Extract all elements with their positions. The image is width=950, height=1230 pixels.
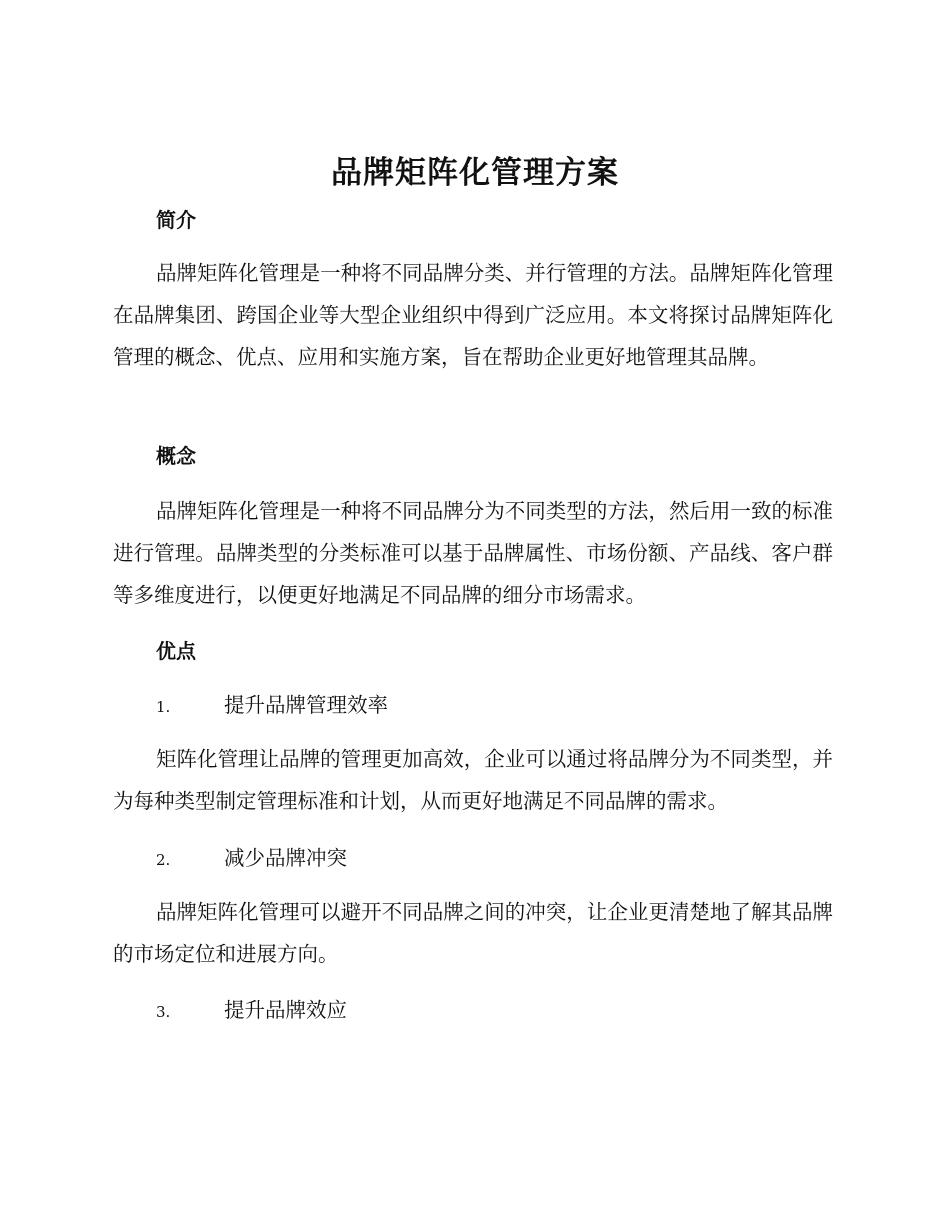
advantage-paragraph-2: 品牌矩阵化管理可以避开不同品牌之间的冲突，让企业更清楚地了解其品牌的市场定位和进展方向。: [113, 900, 833, 966]
concept-paragraph: 品牌矩阵化管理是一种将不同品牌分为不同类型的方法，然后用一致的标准进行管理。品牌类型的分类标准可以基于品牌属性、市场份额、产品线、客户群等多维度进行，以便更好地满足不同品牌的细分市场需求。: [113, 499, 833, 607]
item-title: 减少品牌冲突: [224, 846, 347, 870]
section-heading-advantages: 优点: [156, 639, 196, 663]
item-title: 提升品牌效应: [224, 998, 347, 1022]
advantage-paragraph-1: 矩阵化管理让品牌的管理更加高效，企业可以通过将品牌分为不同类型，并为每种类型制定管理标准和计划，从而更好地满足不同品牌的需求。: [113, 747, 833, 813]
advantage-item-3: [156, 995, 347, 1027]
item-number: 2.: [156, 851, 171, 869]
section-heading-concept: 概念: [156, 444, 196, 468]
intro-paragraph: 品牌矩阵化管理是一种将不同品牌分类、并行管理的方法。品牌矩阵化管理在品牌集团、跨国企业等大型企业组织中得到广泛应用。本文将探讨品牌矩阵化管理的概念、优点、应用和实施方案，旨在帮助企业更好地管理其品牌。: [113, 261, 833, 369]
section-heading-intro: 简介: [156, 208, 196, 232]
item-number: 1.: [156, 698, 171, 716]
advantage-item-1: [156, 690, 388, 722]
item-number: 3.: [156, 1003, 171, 1021]
advantage-item-2: [156, 843, 347, 875]
document-title: 品牌矩阵化管理方案: [331, 155, 619, 191]
item-title: 提升品牌管理效率: [224, 693, 388, 717]
